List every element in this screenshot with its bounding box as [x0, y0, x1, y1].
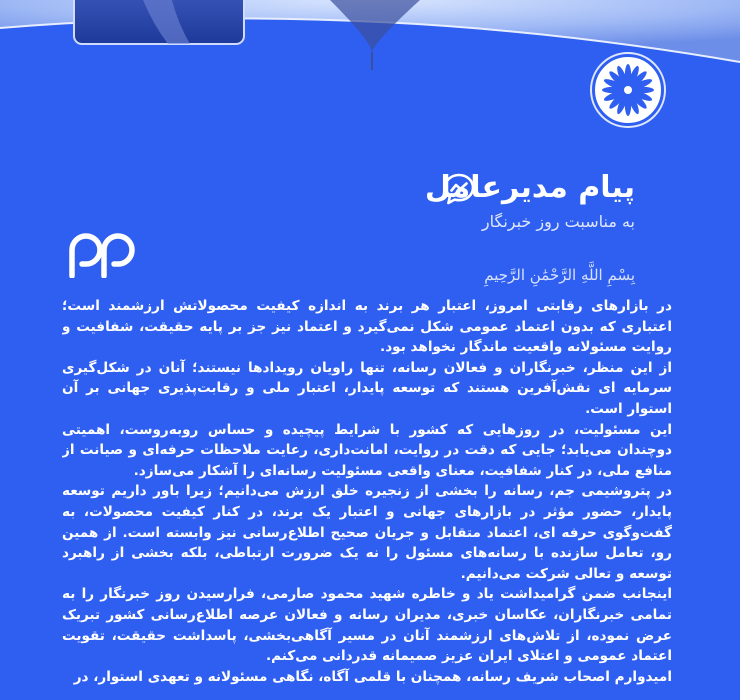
paragraph: اینجانب ضمن گرامیداشت یاد و خاطره شهید محمود صارمی، فرارسیدن روز خبرنگار را به تمامی خبرنگاران، عکاسان خبری، مدیران رسانه و فعالان عرصه اطلاع‌رسانی کشور تبریک عرض نموده، از تلاش‌های ارزشمند آنان در مسیر آگاهی‌بخشی، پاسداشت حقیقت، تقویت اعتماد عمومی و اعتلای ایران عزیز صمیمانه قدردانی می‌کنم. [62, 586, 672, 665]
bismillah-text: بِسْمِ اللَّهِ الرَّحْمَٰنِ الرَّحِيمِ [484, 266, 635, 284]
paragraph: این مسئولیت، در روزهایی که کشور با شرایط پیچیده و حساس روبه‌روست، اهمیتی دوچندان می‌یابد؛ جایی که دقت در روایت، امانت‌داری، رعایت ملاحظات حرفه‌ای و صیانت از منافع ملی، در کنار شفافیت، معنای واقعی مسئولیت رسانه‌ای را آشکار می‌سازد. [62, 421, 672, 479]
paragraph: در بازارهای رقابتی امروز، اعتبار هر برند به اندازه کیفیت محصولاتش ارزشمند است؛ اعتباری که بدون اعتماد عمومی شکل نمی‌گیرد و اعتماد نیز جز بر پایه حقیقت، شفافیت و روایت مسئولانه واقعیت ماندگار نخواهد بود. [62, 298, 672, 356]
quote-mark-icon [66, 232, 136, 278]
page-subtitle: به مناسبت روز خبرنگار [481, 212, 635, 231]
page-title: پیام مدیرعامل [424, 170, 635, 205]
paragraph: امیدوارم اصحاب شریف رسانه، همچنان با قلمی آگاه، نگاهی مسئولانه و تعهدی استوار، در [73, 668, 672, 685]
message-body [62, 296, 672, 700]
paragraph: از این منظر، خبرنگاران و فعالان رسانه، تنها راویان رویدادها نیستند؛ آنان در شکل‌گیری سرمایه ای نقش‌آفرین هستند که توسعه پایدار، اعتبار ملی و رقابت‌پذیری جهانی بر آن استوار است. [62, 359, 672, 417]
paragraph: در پتروشیمی جم، رسانه را بخشی از زنجیره خلق ارزش می‌دانیم؛ زیرا باور داریم توسعه پایدار، حضور مؤثر در بازارهای جهانی و اعتبار یک برند، در کنار کیفیت محصولات، به گفت‌وگوی حرفه ای، اعتماد متقابل و جریان صحیح اطلاع‌رسانی نیز وابسته است. از همین رو، تعامل سازنده با رسانه‌های مسئول را نه یک ضرورت ارتباطی، بلکه بخشی از راهبرد توسعه و تعالی شرکت می‌دانیم. [62, 483, 672, 582]
chat-bubble-icon [442, 172, 476, 206]
